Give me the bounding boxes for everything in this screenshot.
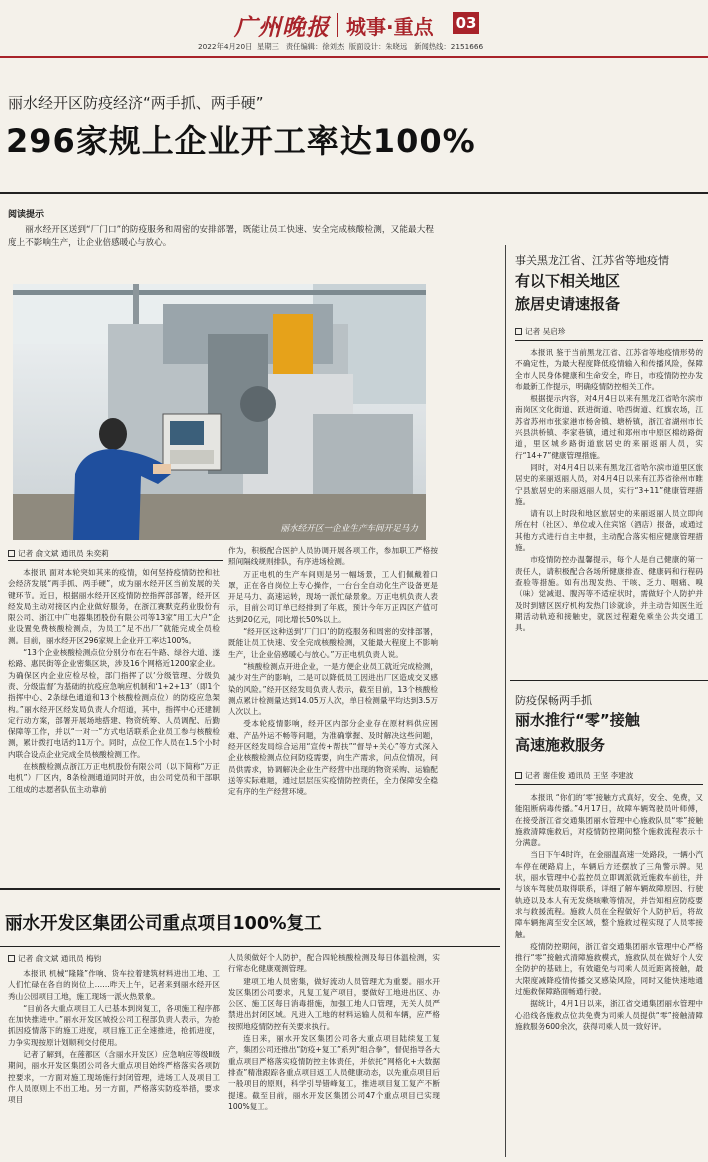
second-byline	[8, 953, 101, 964]
sidebar1-paragraph: 根据提示内容，对4月4日以来有黑龙江省哈尔滨市南岗区文化街道、跃进街道、哈西街道、红旗农场，江苏省苏州市张家港市杨舍镇、塘桥镇，浙江省湖州市长兴县洪桥镇、李家巷镇，通过和郑州市中原区棉纺路街道，里区城乡路街道旅居史的来丽返丽人员，实行“14+7”健康管理措施。	[515, 394, 703, 460]
lead-photo	[13, 284, 426, 540]
column-divider	[505, 245, 506, 1157]
lead-byline	[8, 548, 109, 559]
sidebar1-byline-rule	[515, 340, 703, 341]
sidebar2-byline	[515, 770, 633, 781]
lead-paragraph: 作为，积极配合医护人员协调开展各项工作，参加职工严格按照间隔线规则排队，有序进场检测。	[228, 546, 438, 567]
summary-text: 丽水经开区送到“厂门口”的防疫服务和周密的安排部署，既能让员工快速、安全完成核酸检测，又能最大程度上不影响生产，让企业倍感暖心与放心。	[8, 225, 434, 248]
second-paragraph: 人员须做好个人防护，配合四轮核酸检测及每日体温检测，实行常态化健康观测管理。	[228, 953, 440, 974]
second-headline-rule	[0, 946, 500, 947]
sidebar1-paragraph: 同时，对4月4日以来有黑龙江省哈尔滨市道里区旅居史的来丽返丽人员，对4月4日以来有江苏省徐州市睢宁县旅居史的来丽返丽人员，实行“3+11”健康管理措施。	[515, 462, 703, 506]
logo-divider	[337, 13, 338, 37]
sidebar2-paragraph: 本报讯 “你们的‘零’接触方式真好，安全、免费，又能阻断病毒传播。”4月17日，故障车辆驾驶员叶师傅，在接受浙江省交通集团丽水管理中心施救队员“零”接触施救清障施救后，对疫情防控期间整个施救流程表示十分满意。	[515, 793, 703, 848]
second-paragraph: 本报讯 机械“隆隆”作响、货车拉着建筑材料进出工地、工人们忙碌在各自的岗位上……昨天上午，记者来到丽水经开区秀山公园项目工地，施工现场一派火热景象。	[8, 969, 220, 1001]
newspaper-logo: 广州晚报	[234, 14, 330, 41]
second-headline: 丽水开发区集团公司重点项目100%复工	[5, 914, 322, 934]
sidebar1-kicker: 事关黑龙江省、江苏省等地疫情	[515, 254, 669, 267]
sidebar2-kicker: 防疫保畅两手抓	[515, 694, 592, 707]
sidebar1-headline-2: 旅居史请速报备	[515, 295, 621, 313]
lead-rule	[0, 192, 708, 194]
second-paragraph: 记者了解到，在莲都区（含丽水开发区）应急响应等级Ⅱ级期间，丽水开发区集团公司各大重点项目始终严格落实各项防控要求，一方面对施工现场施行封闭管理，进场工人及项目工作人员原则上不出工地。另一方面，严格落实防疫举措，要求项目	[8, 1050, 220, 1105]
sidebar2-top-rule	[510, 680, 708, 681]
lead-paragraph: 本报讯 面对本轮突如其来的疫情，如何坚持疫情防控和社会经济发展“两手抓、两手硬”，成为丽水经开区当前发展的关键环节。近日，根据丽水经开区疫情防控指挥部部署，经开区经发局主动对接区内企业做好服务，在浙江赛默克药业股份有限公司、浙江中广电器集团股份有限公司等13家“用工大户”企业设置免费核酸检测点，为员工“足不出厂”就能完成全员检测。目前，丽水经开区296家规上企业开工率达100%。	[8, 568, 220, 645]
byline-marker-icon	[8, 550, 15, 557]
sidebar2-headline-2: 高速施救服务	[515, 736, 606, 754]
sidebar2-byline-text: 记者 谢佳俊 通讯员 王坚 李建波	[525, 771, 634, 780]
lead-byline-text: 记者 俞文斌 通讯员 朱奕莉	[18, 549, 109, 558]
lead-paragraph: “13个企业核酸检测点位分别分布在石牛路、绿谷大道、遂松路、惠民街等企业密集区块，涉及16个网格近1200家企业。为确保区内企业应检尽检，部门指挥了以‘分级管理、分级负责、分级监督’为基础的抗疫应急响应机制和‘1+2+13’（即1个指挥中心、2条绿色通道和13个核酸检测点位）的防疫应急架构。”丽水经开区经发局负责人介绍道，其中，指挥中心还建制定行动方案，部署开展场地搭建、物资统筹、人员调配、后勤保障等工作，并以“一对一”方式电话联系企业员工参与核酸检测，累计拨打电话约11万个。同时，点位工作人员在1.5个小时内联合设点企业完成全员核酸检测工作。	[8, 648, 220, 759]
sidebar1-body	[515, 347, 703, 672]
sidebar1-byline	[515, 326, 565, 337]
lead-headline: 296家规上企业开工率达100%	[6, 122, 476, 160]
sidebar2-paragraph: 疫情防控期间，浙江省交通集团丽水管理中心严格推行“零”接触式清障施救模式，施救队员在做好个人安全防护的基础上，有效避免与司乘人员近距离接触，最大限度减降疫情传播交叉感染风险，同时又能快速地通过施救保障路面畅通行驶。	[515, 941, 703, 997]
second-body-col1	[8, 968, 220, 1158]
lead-body-col1	[8, 567, 220, 882]
sidebar2-paragraph: 当日下午4时许，在金丽温高速一处路段，一辆小汽车停在硬路肩上，车辆后方还摆放了三角警示牌。见状，丽水管理中心监控员立即调派就近施救车前往，并与该车驾驶员取得联系，详细了解车辆故障原因、行驶轨迹以及本人有无发烧咳嗽等情况，并告知相应防疫要求与救援流程。施救人员在全程做好个人防护后，将故障车辆拖离至安全区域，整个施救过程实现了人员零接触。	[515, 850, 703, 939]
section-title: 城事·重点	[346, 15, 434, 39]
lead-paragraph: “经开区这种送到‘厂门口’的防疫服务和周密的安排部署，既能让员工快速、安全完成核酸检测，又能最大程度上不影响生产，让企业倍感暖心与放心。”万正电机负责人说。	[228, 627, 438, 659]
sidebar1-headline-1: 有以下相关地区	[515, 272, 621, 290]
factory-photo-illustration	[13, 284, 426, 540]
sidebar1-byline-text: 记者 吴启珍	[525, 327, 566, 336]
masthead-rule	[0, 56, 708, 58]
sidebar2-byline-rule	[515, 784, 703, 785]
lead-paragraph: 在核酸检测点浙江万正电机股份有限公司（以下简称“万正电机”）厂区内，8条检测通道同时开放，由公司党员和干部职工组成的志愿者队伍主动靠前	[8, 762, 220, 794]
second-byline-text: 记者 俞文斌 通讯员 梅钧	[18, 954, 102, 963]
second-paragraph: 连日来，丽水开发区集团公司各大重点项目陆续复工复产，集团公司还推出“防疫+复工”系列“组合拳”，督促指导各大重点项目严格落实疫情防控主体责任，并依托“网格化+大数据排查”精准跟踪各重点项目返工人员健康动态，以先重点项目后一般项目的原则，科学引导错峰复工，推进项目复工复产不断提速。截至目前，丽水开发区集团公司47个重点项目已实现100%复工。	[228, 1034, 440, 1111]
second-paragraph: “目前各大重点项目工人已基本到岗复工，各项施工程序都在加快推进中。”丽水开发区城投公司工程部负责人表示，为抢抓因疫情落下的施工进度，项目施工正全速推进，抢抓进度，力争实现按原计划顺利交付使用。	[8, 1003, 220, 1047]
lead-paragraph: 受本轮疫情影响，经开区内部分企业存在原材料供应困难、产品外运不畅等问题，为准确掌握、及时解决这些问题，经开区经发局综合运用“宣传+帮扶”“督导+关心”等方式深入企业核酸检测点位问防疫需要，向生产需求，问点位情况，问员供需求，协调解决企业生产经营中出现的物资采购、运输配送等实际难题，通过层层压实疫情防控责任，全力保障安全稳定有序的生产经营环境。	[228, 719, 438, 797]
sidebar1-paragraph: 请有以上时段和地区旅居史的来丽返丽人员立即向所在村（社区）、单位或入住宾馆（酒店）报备，或通过其他方式进行自主申报，主动配合落实相应健康管理措施。	[515, 509, 703, 553]
byline-marker-icon	[515, 328, 522, 335]
byline-marker-icon	[8, 955, 15, 962]
second-top-rule	[0, 888, 500, 890]
lead-paragraph: “核酸检测点开进企业，一是方便企业员工就近完成检测，减少对生产的影响，二是可以降低员工因进出厂区造成交叉感染的风险。”经开区经发局负责人表示，截至目前，13个核酸检测点累计检测量达到14.05万人次，单日检测量平均达到3.5万人次以上。	[228, 661, 438, 717]
lead-paragraph: 万正电机的生产车间则是另一幅场景，工人们佩戴着口罩，正在各自岗位上专心操作，一台台全自动化生产设备更是开足马力、高速运转，现场一派忙碌景象。万正电机负责人表示，目前公司订单已经排到了年底，预计今年万正四区产值可达到20亿元，同比增长50%以上。	[228, 569, 438, 624]
second-body-col2	[228, 952, 440, 1158]
sidebar2-body	[515, 792, 703, 1158]
dateline: 2022年4月20日 星期三 责任编辑：徐刘杰 版面设计：朱晓远 新闻热线：2151666	[198, 42, 484, 51]
lead-body-col2	[228, 545, 438, 883]
byline-marker-icon	[515, 772, 522, 779]
lead-byline-rule	[8, 560, 223, 561]
summary-label: 阅读提示	[8, 210, 45, 220]
sidebar1-paragraph: 本报讯 鉴于当前黑龙江省、江苏省等地疫情形势的不确定性，为最大程度降低疫情输入和传播风险，保障全市人民身体健康和生命安全，昨日，市疫情防控办发布最新工作提示，明确疫情防控相关工作。	[515, 348, 703, 391]
second-paragraph: 建项工地人员密集，做好流动人员管理尤为重要。丽水开发区集团公司要求，凡复工复产项目，要做好工地进出区、办公区、施工区每日消毒措施，加强工地人口管理，无关人员严禁进出封闭区域。凡进入工地的材料运输人员和车辆，应严格按照地疫情防控有关要求执行。	[228, 976, 440, 1031]
masthead	[0, 0, 708, 62]
page-number: 03	[453, 12, 479, 34]
sidebar1-paragraph: 市疫情防控办温馨提示，每个人是自己健康的第一责任人，请积极配合各场所健康排查、健康码和行程码查验等措施。如有出现发热、干咳、乏力、咽痛、嗅（味）觉减退、腹泻等不适症状时，需做好个人防护并及时到辖区医疗机构发热门诊就诊，并主动告知医生近期活动轨迹和接触史，就医过程避免乘坐公共交通工具。	[515, 555, 703, 633]
photo-caption: 丽水经开区一企业生产车间开足马力	[280, 524, 418, 534]
sidebar2-headline-1: 丽水推行“零”接触	[515, 711, 640, 729]
lead-kicker: 丽水经开区防疫经济“两手抓、两手硬”	[8, 94, 264, 112]
sidebar2-paragraph: 据统计，4月1日以来，浙江省交通集团丽水管理中心沿线各施救点位共免费为司乘人员提供“零”接触清障施救服务600余次，获得司乘人员一致好评。	[515, 999, 703, 1031]
